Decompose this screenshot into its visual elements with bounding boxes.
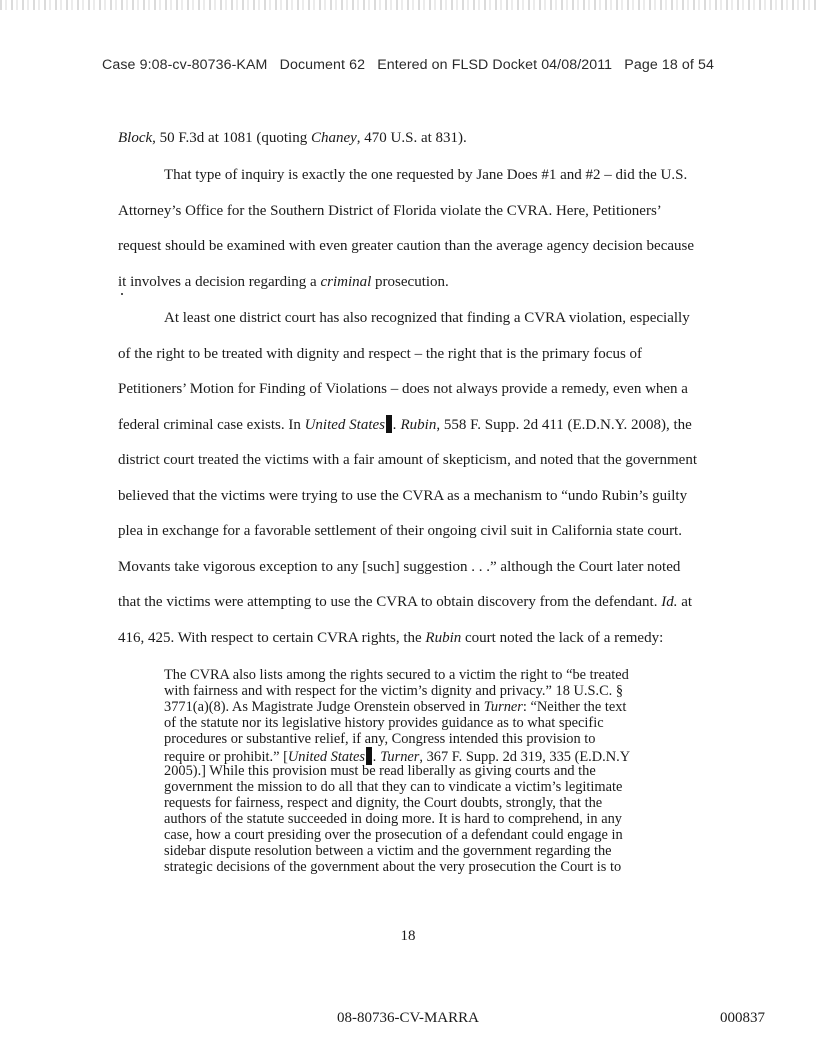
scan-artifact [0, 0, 816, 10]
body-line: Block, 50 F.3d at 1081 (quoting Chaney, 470 U.S. at 831). [118, 130, 467, 146]
bates-number: 000837 [720, 1010, 765, 1026]
document-number: Document 62 [279, 57, 366, 73]
body-line: Attorney’s Office for the Southern District of Florida violate the CVRA. Here, Petitioners’ [118, 203, 662, 219]
body-line: Movants take vigorous exception to any [such] suggestion . . .” although the Court later noted [118, 559, 681, 575]
quote-line: procedures or substantive relief, if any, Congress intended this provision to [164, 731, 596, 747]
body-line: plea in exchange for a favorable settlement of their ongoing civil suit in California state court. [118, 523, 682, 539]
page-of-total: Page 18 of 54 [624, 57, 714, 73]
quote-line: The CVRA also lists among the rights secured to a victim the right to “be treated [164, 667, 629, 683]
quote-line: case, how a court presiding over the prosecution of a defendant could engage in [164, 827, 623, 843]
body-line: that the victims were attempting to use the CVRA to obtain discovery from the defendant. Id. at [118, 594, 693, 610]
quote-line: requests for fairness, respect and dignity, the Court doubts, strongly, that the [164, 795, 603, 811]
body-line: request should be examined with even greater caution than the average agency decision because [118, 238, 695, 254]
scan-speck [121, 293, 123, 295]
docket-entry-date: Entered on FLSD Docket 04/08/2011 [377, 57, 613, 73]
quote-line: with fairness and with respect for the victim’s dignity and privacy.” 18 U.S.C. § [164, 683, 624, 699]
redaction-mark [386, 415, 392, 433]
body-line: of the right to be treated with dignity and respect – the right that is the primary focus of [118, 346, 643, 362]
body-line: 416, 425. With respect to certain CVRA rights, the Rubin court noted the lack of a remedy: [118, 630, 664, 646]
quote-line: require or prohibit.” [United States . Turner, 367 F. Supp. 2d 319, 335 (E.D.N.Y [164, 749, 631, 765]
quote-line: sidebar dispute resolution between a victim and the government regarding the [164, 843, 612, 859]
body-line: district court treated the victims with a fair amount of skepticism, and noted that the government [118, 452, 698, 468]
page-number: 18 [400, 928, 416, 944]
body-line: Petitioners’ Motion for Finding of Violations – does not always provide a remedy, even when a [118, 381, 688, 397]
bates-case-label: 08-80736-CV-MARRA [337, 1010, 479, 1026]
quote-line: strategic decisions of the government about the very prosecution the Court is to [164, 859, 622, 875]
docket-header [0, 57, 816, 73]
body-line: That type of inquiry is exactly the one requested by Jane Does #1 and #2 – did the U.S. [164, 167, 688, 183]
body-line: believed that the victims were trying to use the CVRA as a mechanism to “undo Rubin’s guilty [118, 488, 688, 504]
case-number: Case 9:08-cv-80736-KAM [102, 57, 268, 73]
quote-line: of the statute nor its legislative history provides guidance as to what specific [164, 715, 604, 731]
body-line: At least one district court has also recognized that finding a CVRA violation, especially [164, 310, 690, 326]
quote-line: government the mission to do all that they can to vindicate a victim’s legitimate [164, 779, 623, 795]
quote-line: 2005).] While this provision must be read liberally as giving courts and the [164, 763, 596, 779]
body-line: it involves a decision regarding a criminal prosecution. [118, 274, 449, 290]
quote-line: 3771(a)(8). As Magistrate Judge Orenstein observed in Turner: “Neither the text [164, 699, 627, 715]
quote-line: authors of the statute succeeded in doing more. It is hard to comprehend, in any [164, 811, 622, 827]
body-line: federal criminal case exists. In United States . Rubin, 558 F. Supp. 2d 411 (E.D.N.Y. 2008), the [118, 417, 692, 433]
